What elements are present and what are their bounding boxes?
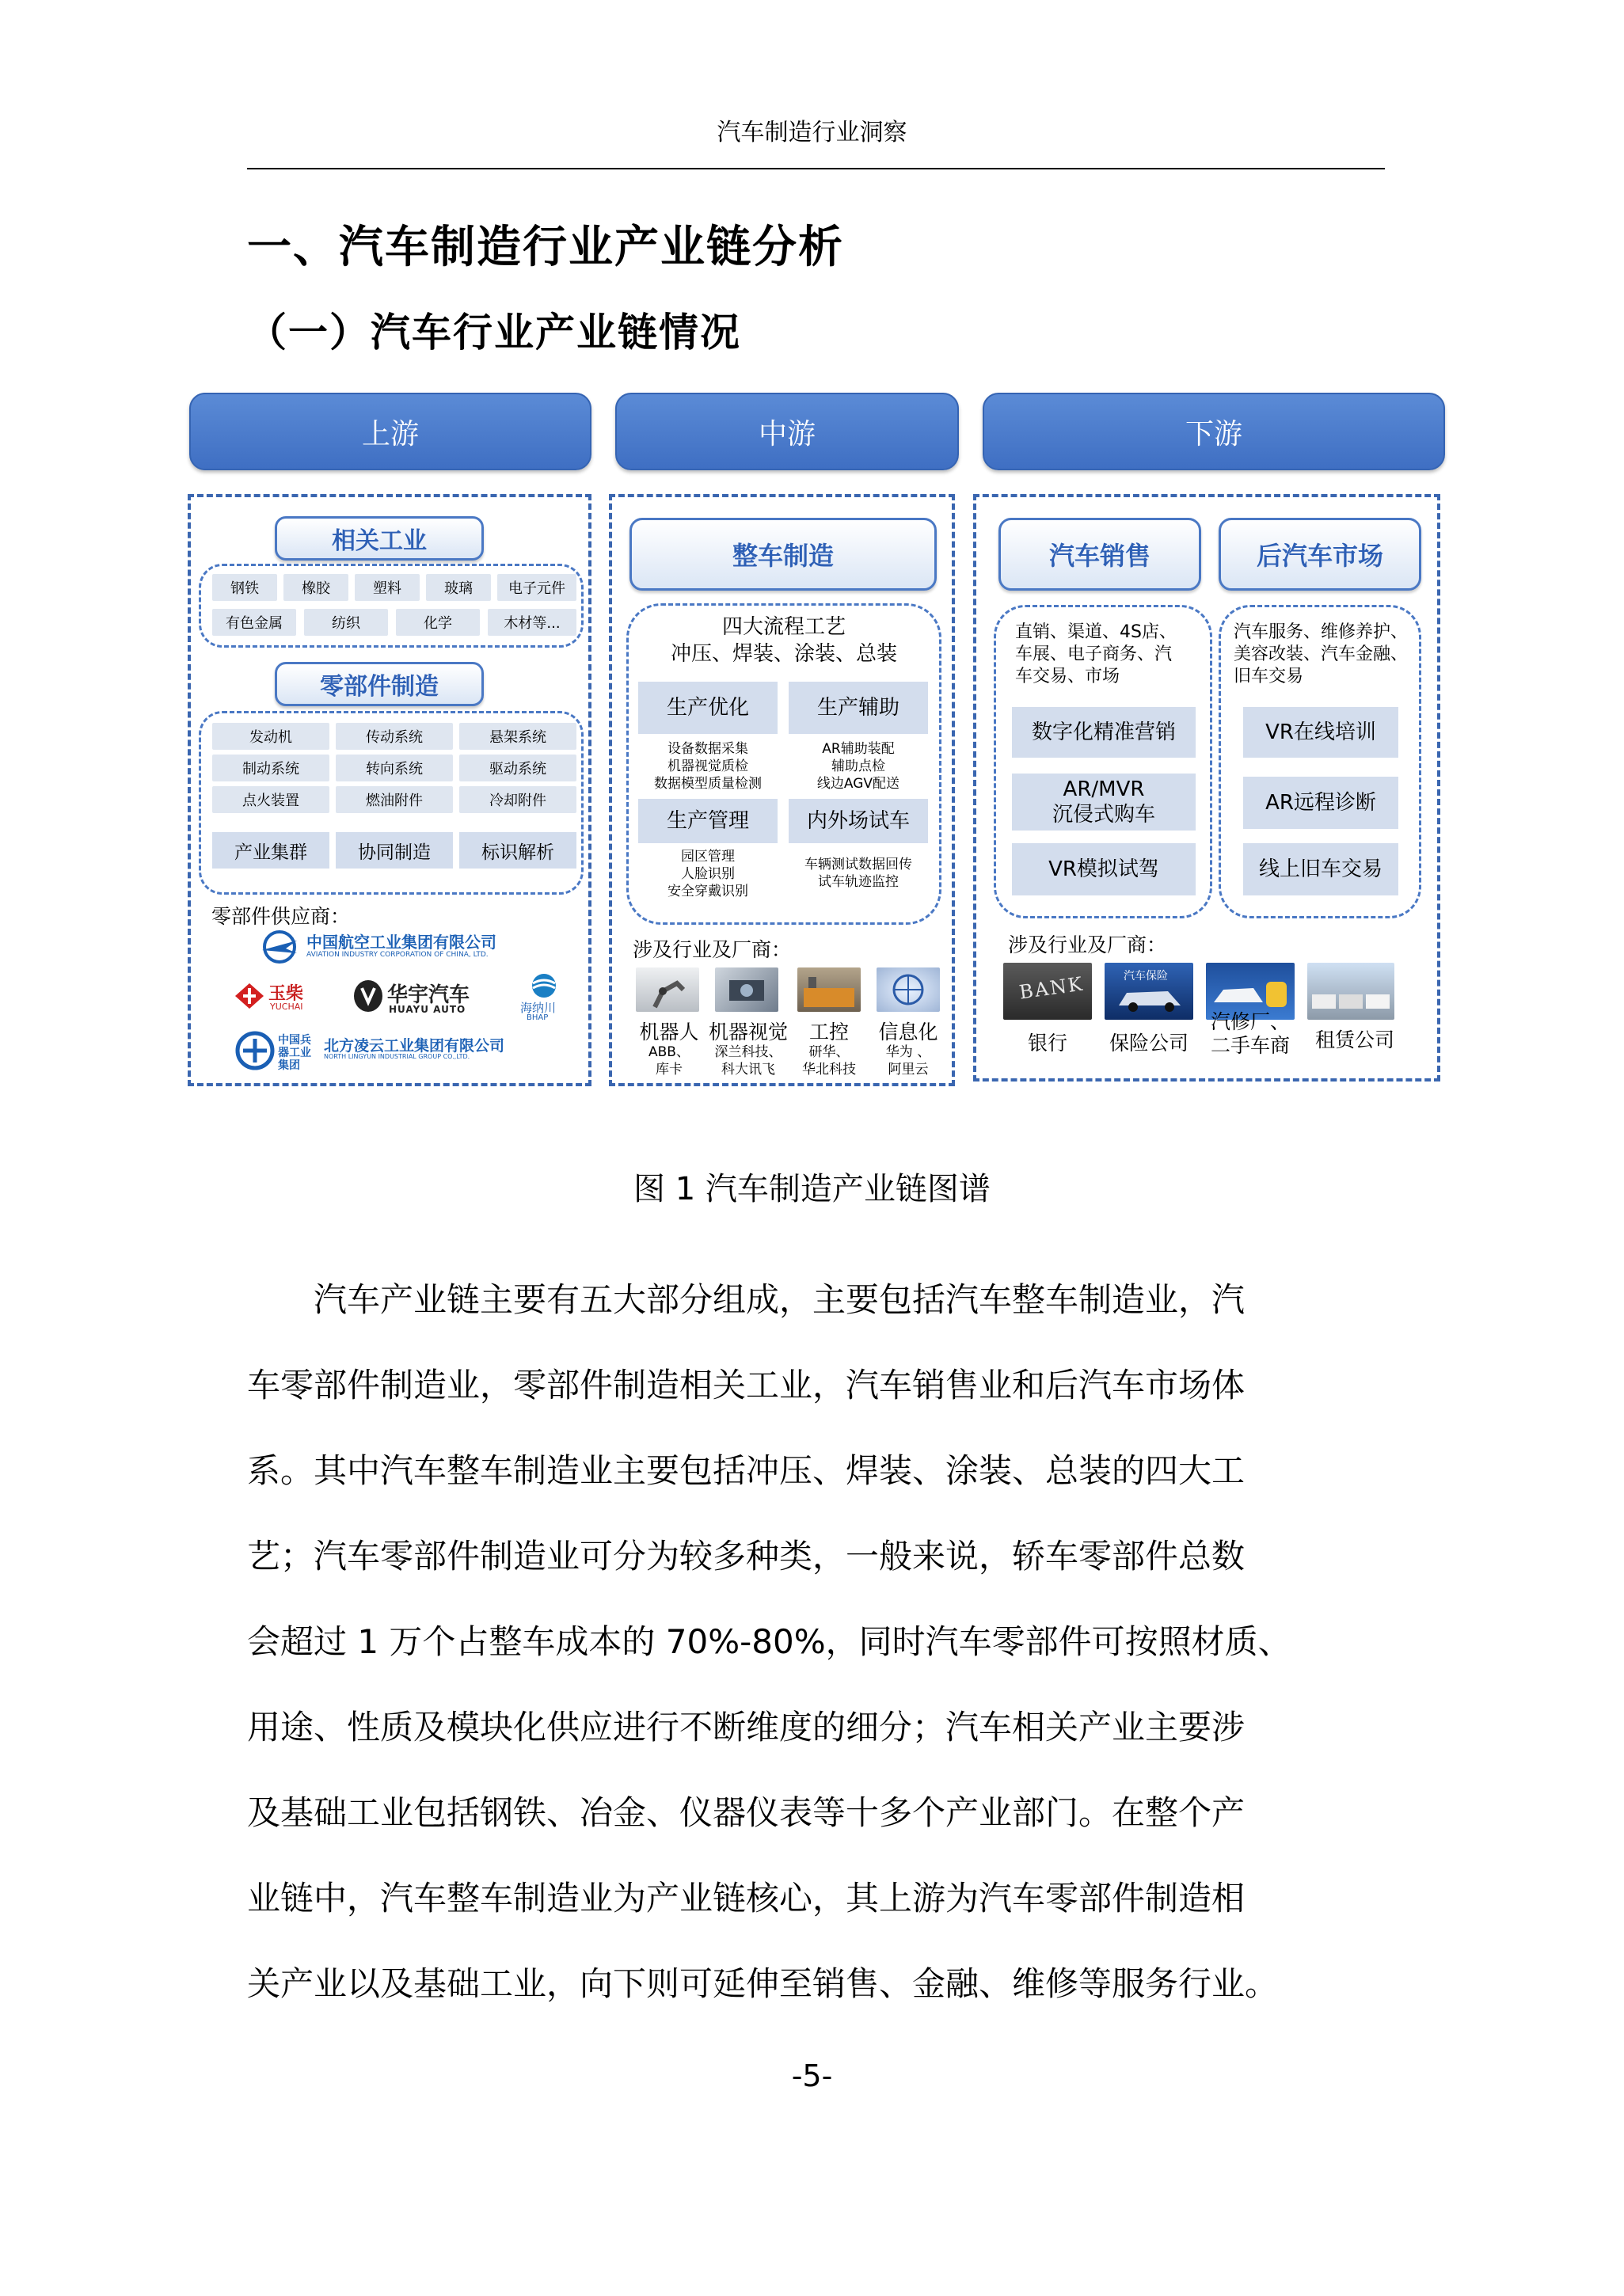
industry-chip: 电子元件: [497, 574, 576, 601]
yuchai-name-en: YUCHAI: [270, 1002, 303, 1012]
online-used-car-box: 线上旧车交易: [1243, 843, 1398, 895]
production-manage-box: 生产管理: [638, 799, 778, 843]
down-involved-label: 涉及行业及厂商：: [1008, 933, 1167, 956]
mid-involved-label: 涉及行业及厂商：: [633, 938, 792, 961]
sales-group: [994, 605, 1212, 918]
sales-desc: [1015, 622, 1205, 688]
industry-chain-diagram: [187, 393, 1442, 1093]
ar-remote-diagnosis-box: AR远程诊断: [1243, 777, 1398, 829]
ar-mvr-purchase-box: AR/MVR 沉侵式购车: [1012, 774, 1196, 831]
process-title: 四大流程工艺: [721, 615, 846, 639]
part-chip: 悬架系统: [459, 723, 576, 750]
industry-chip: 塑料: [355, 574, 420, 601]
bhap-name-en: BHAP: [527, 1013, 549, 1022]
vendor-name: 深兰科技、: [714, 1044, 782, 1060]
vendor-name: 华北科技: [802, 1062, 856, 1078]
lingyun-logo: [235, 1031, 584, 1070]
informatization-thumbnail: [877, 967, 940, 1012]
industry-name: 机器人: [639, 1021, 699, 1043]
yuchai-emblem-icon: [232, 980, 267, 1012]
industry-chip: 有色金属: [212, 609, 296, 636]
industry-chip: 玻璃: [426, 574, 491, 601]
body-line: 及基础工业包括钢铁、冶金、仪器仪表等十多个产业部门。在整个产: [247, 1793, 1246, 1832]
huayu-emblem-icon: [352, 979, 384, 1013]
desc-line: 旧车交易: [1234, 667, 1304, 686]
huayu-logo: [352, 977, 489, 1015]
production-optimize-box: 生产优化: [638, 682, 778, 734]
aftermarket-group: [1219, 605, 1421, 918]
huayu-name-en: HUAYU AUTO: [389, 1004, 466, 1015]
body-line: 车零部件制造业，零部件制造相关工业，汽车销售业和后汽车市场体: [247, 1366, 1246, 1405]
industry-name: 汽修厂、 二手车商: [1210, 1010, 1290, 1057]
suppliers-label: 零部件供应商：: [211, 905, 351, 928]
detail-line: 设备数据采集: [667, 741, 748, 757]
part-chip: 转向系统: [336, 755, 453, 781]
robot-thumbnail: [636, 967, 699, 1012]
yuchai-logo: [232, 979, 327, 1013]
digital-marketing-box: 数字化精准营销: [1012, 707, 1196, 758]
vendor-list: [707, 1043, 789, 1078]
downstream-panel: [973, 494, 1440, 1081]
industry-name: 银行: [1027, 1032, 1067, 1055]
parts-mfg-group: [199, 711, 584, 895]
aftermarket-title: 后汽车市场: [1219, 518, 1421, 591]
process-items: 冲压、焊装、涂装、总装: [670, 642, 897, 666]
process-group: [626, 603, 941, 925]
body-line: 用途、性质及模块化供应进行不断维度的细分；汽车相关产业主要涉: [247, 1708, 1246, 1747]
vendor-list: [867, 1043, 949, 1078]
machine-vision-thumbnail: [715, 967, 778, 1012]
part-chip: 制动系统: [212, 755, 329, 781]
aftermarket-desc: [1234, 622, 1419, 688]
industry-name: 机器视觉: [708, 1021, 788, 1043]
car-icon: [1105, 963, 1193, 1020]
norinco-name: 中国兵器工业集团: [278, 1034, 311, 1072]
test-drive-box: 内外场试车: [789, 799, 928, 843]
header-rule: [247, 168, 1385, 169]
industry-name: 信息化: [878, 1021, 938, 1043]
avic-name-en: AVIATION INDUSTRY CORPORATION OF CHINA, LTD.: [306, 951, 489, 959]
detail-line: 试车轨迹监控: [818, 874, 899, 890]
desc-line: 汽车服务、维修养护、: [1234, 622, 1409, 642]
norinco-emblem-icon: [235, 1031, 275, 1070]
industrial-control-thumbnail: [797, 967, 861, 1012]
avic-emblem-icon: [257, 929, 302, 964]
vendor-name: 研华、: [808, 1044, 850, 1060]
lingyun-name-en: NORTH LINGYUN INDUSTRIAL GROUP CO.,LTD.: [324, 1053, 470, 1060]
bank-sign: BANK: [1017, 972, 1086, 1004]
quad-detail: [789, 856, 928, 891]
part-chip: 驱动系统: [459, 755, 576, 781]
camera-icon: [715, 967, 778, 1012]
industry-name: 租赁公司: [1314, 1028, 1394, 1051]
industry-chip: 化学: [396, 609, 480, 636]
industry-chip: 木材等...: [488, 609, 576, 636]
desc-line: 车交易、市场: [1015, 667, 1120, 686]
detail-line: 机器视觉质检: [667, 758, 748, 774]
part-chip: 燃油附件: [336, 786, 453, 813]
vendor-name: 科大讯飞: [721, 1062, 775, 1078]
detail-line: 车辆测试数据回传: [804, 857, 912, 872]
quad-detail: [789, 740, 928, 793]
detail-line: AR辅助装配: [822, 741, 895, 757]
detail-line: 安全穿戴识别: [667, 884, 748, 899]
quad-detail: [638, 740, 778, 793]
stage-downstream: 下游: [983, 393, 1445, 470]
avic-logo: [257, 929, 558, 964]
body-line: 会超过 1 万个占整车成本的 70%-80%，同时汽车零部件可按照材质、: [247, 1622, 1291, 1661]
section-heading: 一、汽车制造行业产业链分析: [247, 222, 844, 273]
insurance-sign: 汽车保险: [1124, 970, 1168, 983]
bhap-logo: [519, 972, 574, 1023]
part-chip: 发动机: [212, 723, 329, 750]
detail-line: 园区管理: [681, 849, 735, 865]
detail-line: 数据模型质量检测: [654, 776, 762, 792]
avic-name-cn: 中国航空工业集团有限公司: [306, 933, 496, 952]
body-line: 艺；汽车零部件制造业可分为较多种类，一般来说，轿车零部件总数: [247, 1537, 1246, 1576]
quad-detail: [638, 848, 778, 900]
parts-mfg-title: 零部件制造: [275, 662, 484, 706]
auto-sales-title: 汽车销售: [998, 518, 1201, 591]
body-paragraph: [247, 1257, 1387, 2027]
network-globe-icon: [877, 967, 940, 1012]
body-line: 业链中，汽车整车制造业为产业链核心，其上游为汽车零部件制造相: [247, 1879, 1246, 1918]
industry-chip: 橡胶: [283, 574, 348, 601]
desc-line: 美容改装、汽车金融、: [1234, 644, 1409, 664]
part-chip: 冷却附件: [459, 786, 576, 813]
part-chip: 传动系统: [336, 723, 453, 750]
figure-caption: 图 1 汽车制造产业链图谱: [633, 1171, 991, 1207]
related-industry-title: 相关工业: [275, 516, 484, 561]
capability-chip: 协同制造: [336, 832, 453, 869]
vendor-name: ABB、: [648, 1044, 690, 1060]
capability-chip: 产业集群: [212, 832, 329, 869]
vr-test-drive-box: VR模拟试驾: [1012, 843, 1196, 895]
industry-name: 工控: [808, 1021, 849, 1043]
industry-name: 保险公司: [1109, 1032, 1189, 1055]
part-chip: 点火装置: [212, 786, 329, 813]
stage-upstream: 上游: [189, 393, 591, 470]
subsection-heading: （一）汽车行业产业链情况: [247, 310, 741, 355]
yuchai-name-cn: 玉柴: [268, 984, 304, 1004]
body-line: 汽车产业链主要有五大部分组成，主要包括汽车整车制造业，汽: [314, 1280, 1246, 1319]
insurance-thumbnail: [1105, 963, 1193, 1020]
vendor-list: [788, 1043, 870, 1078]
lingyun-name-cn: 北方凌云工业集团有限公司: [324, 1037, 505, 1055]
rental-thumbnail: [1307, 963, 1394, 1020]
upstream-panel: [188, 494, 591, 1086]
huayu-name-cn: 华宇汽车: [387, 983, 470, 1007]
production-assist-box: 生产辅助: [789, 682, 928, 734]
midstream-panel: [609, 494, 955, 1086]
related-industry-group: [199, 564, 584, 648]
detail-line: 线边AGV配送: [816, 776, 900, 792]
bhap-name-cn: 海纳川: [520, 1001, 557, 1015]
vehicle-mfg-title: 整车制造: [629, 518, 937, 591]
body-line: 系。其中汽车整车制造业主要包括冲压、焊装、涂装、总装的四大工: [247, 1451, 1246, 1490]
bhap-emblem-icon: [528, 972, 560, 999]
body-line: 关产业以及基础工业，向下则可延伸至销售、金融、维修等服务行业。: [247, 1964, 1279, 2003]
vr-training-box: VR在线培训: [1243, 707, 1398, 758]
vendor-name: 阿里云: [888, 1062, 929, 1078]
page-number: -5-: [791, 2058, 833, 2093]
vendor-name: 库卡: [656, 1062, 683, 1078]
bank-thumbnail: [1003, 963, 1092, 1020]
running-header: 汽车制造行业洞察: [717, 119, 907, 146]
desc-line: 车展、电子商务、汽: [1015, 644, 1173, 664]
industry-chip: 钢铁: [212, 574, 277, 601]
stage-midstream: 中游: [615, 393, 959, 470]
factory-icon: [797, 967, 861, 1012]
industry-chip: 纺织: [304, 609, 388, 636]
desc-line: 直销、渠道、4S店、: [1015, 622, 1177, 642]
vendor-name: 华为 、: [885, 1044, 931, 1060]
vendor-list: [628, 1043, 710, 1078]
capability-chip: 标识解析: [459, 832, 576, 869]
parked-cars-icon: [1307, 963, 1394, 1020]
robot-arm-icon: [636, 967, 699, 1012]
detail-line: 辅助点检: [831, 758, 885, 774]
detail-line: 人脸识别: [681, 866, 735, 882]
